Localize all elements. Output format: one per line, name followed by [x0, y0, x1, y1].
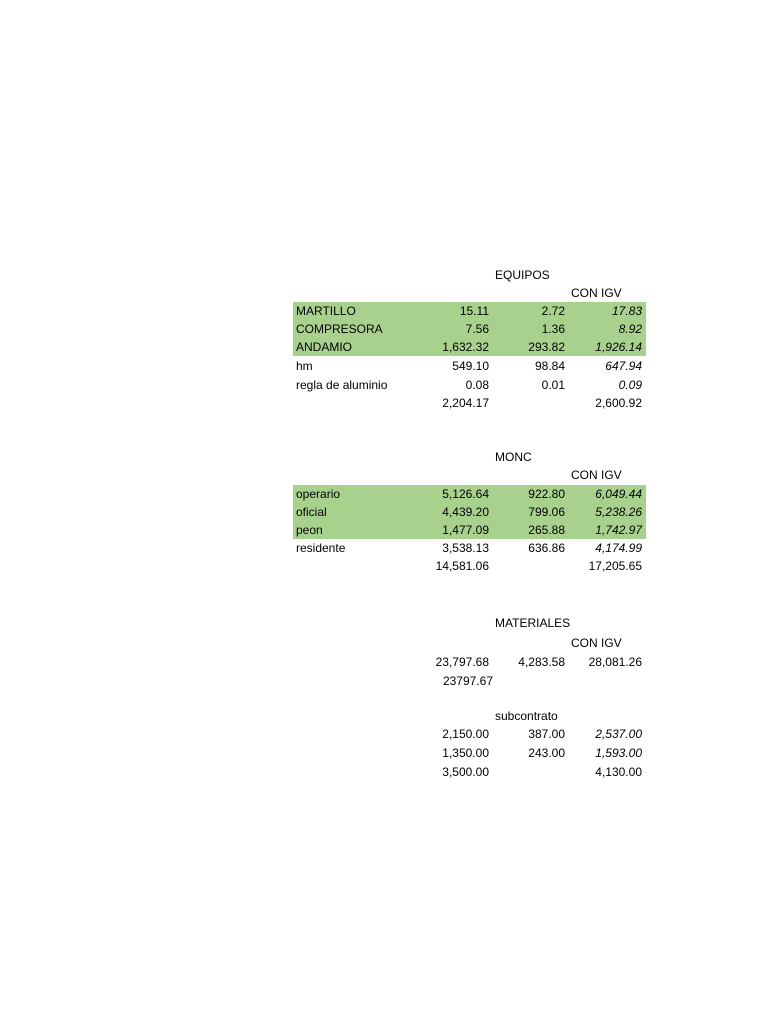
row-value-con-igv: 17.83 [611, 304, 642, 318]
row-value-1: 15.11 [459, 304, 489, 318]
row-value-con-igv: 0.09 [618, 378, 642, 392]
materiales-value-2: 4,283.58 [518, 655, 565, 669]
row-value-con-igv: 1,742.97 [595, 523, 642, 537]
materiales-title-row [293, 614, 646, 632]
row-value-con-igv: 1,593.00 [595, 746, 642, 760]
table-row [293, 302, 646, 320]
equipos-total-row [293, 394, 646, 412]
row-value-con-igv: 4,174.99 [595, 541, 642, 555]
row-label: regla de aluminio [296, 378, 388, 392]
row-value-con-igv: 5,238.26 [595, 505, 642, 519]
row-value-2: 265.88 [528, 523, 565, 537]
row-value-2: 636.86 [528, 541, 565, 555]
row-value-1: 549.10 [452, 359, 489, 373]
monc-con-igv-header: CON IGV [571, 468, 622, 482]
monc-total-row [293, 557, 646, 575]
equipos-title: EQUIPOS [495, 268, 550, 282]
row-value-1: 3,538.13 [442, 541, 489, 555]
row-label: COMPRESORA [296, 322, 383, 336]
row-value-2: 0.01 [541, 378, 565, 392]
row-value-con-igv: 2,537.00 [595, 727, 642, 741]
row-value-con-igv: 6,049.44 [595, 487, 642, 501]
row-value-1: 4,439.20 [442, 505, 489, 519]
row-value-1: 2,150.00 [442, 727, 489, 741]
table-row [293, 357, 646, 375]
row-value-con-igv: 647.94 [605, 359, 642, 373]
equipos-title-row [293, 266, 646, 284]
table-row [293, 376, 646, 394]
row-label: peon [296, 523, 323, 537]
row-value-1: 5,126.64 [442, 487, 489, 501]
row-value-1: 1,350.00 [442, 746, 489, 760]
subcontrato-total-con-igv: 4,130.00 [595, 765, 642, 779]
row-value-2: 2.72 [541, 304, 565, 318]
row-label: operario [296, 487, 341, 501]
materiales-title: MATERIALES [495, 616, 571, 630]
row-label: residente [296, 541, 346, 555]
subcontrato-total-row [293, 763, 646, 781]
subcontrato-total-1: 3,500.00 [442, 765, 489, 779]
table-row [293, 485, 646, 503]
table-row [293, 521, 646, 539]
row-value-2: 293.82 [528, 340, 565, 354]
row-value-1: 1,632.32 [442, 340, 489, 354]
materiales-value-con-igv: 28,081.26 [588, 655, 642, 669]
monc-title: MONC [495, 450, 532, 464]
table-row [293, 744, 646, 762]
equipos-header-row [293, 284, 646, 302]
materiales-con-igv-header: CON IGV [571, 636, 622, 650]
monc-header-row [293, 466, 646, 484]
row-value-2: 98.84 [534, 359, 565, 373]
row-value-1: 7.56 [465, 322, 489, 336]
materiales-note: 23797.67 [442, 674, 493, 688]
row-label: oficial [296, 505, 327, 519]
row-label: MARTILLO [296, 304, 356, 318]
row-label: hm [296, 359, 313, 373]
row-value-2: 1.36 [541, 322, 565, 336]
materiales-value-1: 23,797.68 [435, 655, 489, 669]
table-row [293, 539, 646, 557]
table-row [293, 338, 646, 356]
materiales-values-row [293, 653, 646, 671]
row-value-2: 922.80 [528, 487, 565, 501]
materiales-note-row [293, 672, 646, 690]
table-row [293, 320, 646, 338]
equipos-con-igv-header: CON IGV [571, 286, 622, 300]
row-value-2: 799.06 [528, 505, 565, 519]
row-value-1: 0.08 [465, 378, 489, 392]
row-value-con-igv: 1,926.14 [595, 340, 642, 354]
row-value-2: 387.00 [528, 727, 565, 741]
row-value-con-igv: 8.92 [618, 322, 642, 336]
materiales-header-row [293, 634, 646, 652]
equipos-total-con-igv: 2,600.92 [595, 396, 642, 410]
row-label: ANDAMIO [296, 340, 353, 354]
monc-total-con-igv: 17,205.65 [588, 559, 642, 573]
monc-title-row [293, 448, 646, 466]
equipos-total-1: 2,204.17 [442, 396, 489, 410]
table-row [293, 725, 646, 743]
row-value-1: 1,477.09 [442, 523, 489, 537]
row-value-2: 243.00 [528, 746, 565, 760]
monc-total-1: 14,581.06 [435, 559, 489, 573]
subcontrato-title-row [293, 707, 646, 725]
subcontrato-title: subcontrato [495, 709, 558, 723]
table-row [293, 503, 646, 521]
